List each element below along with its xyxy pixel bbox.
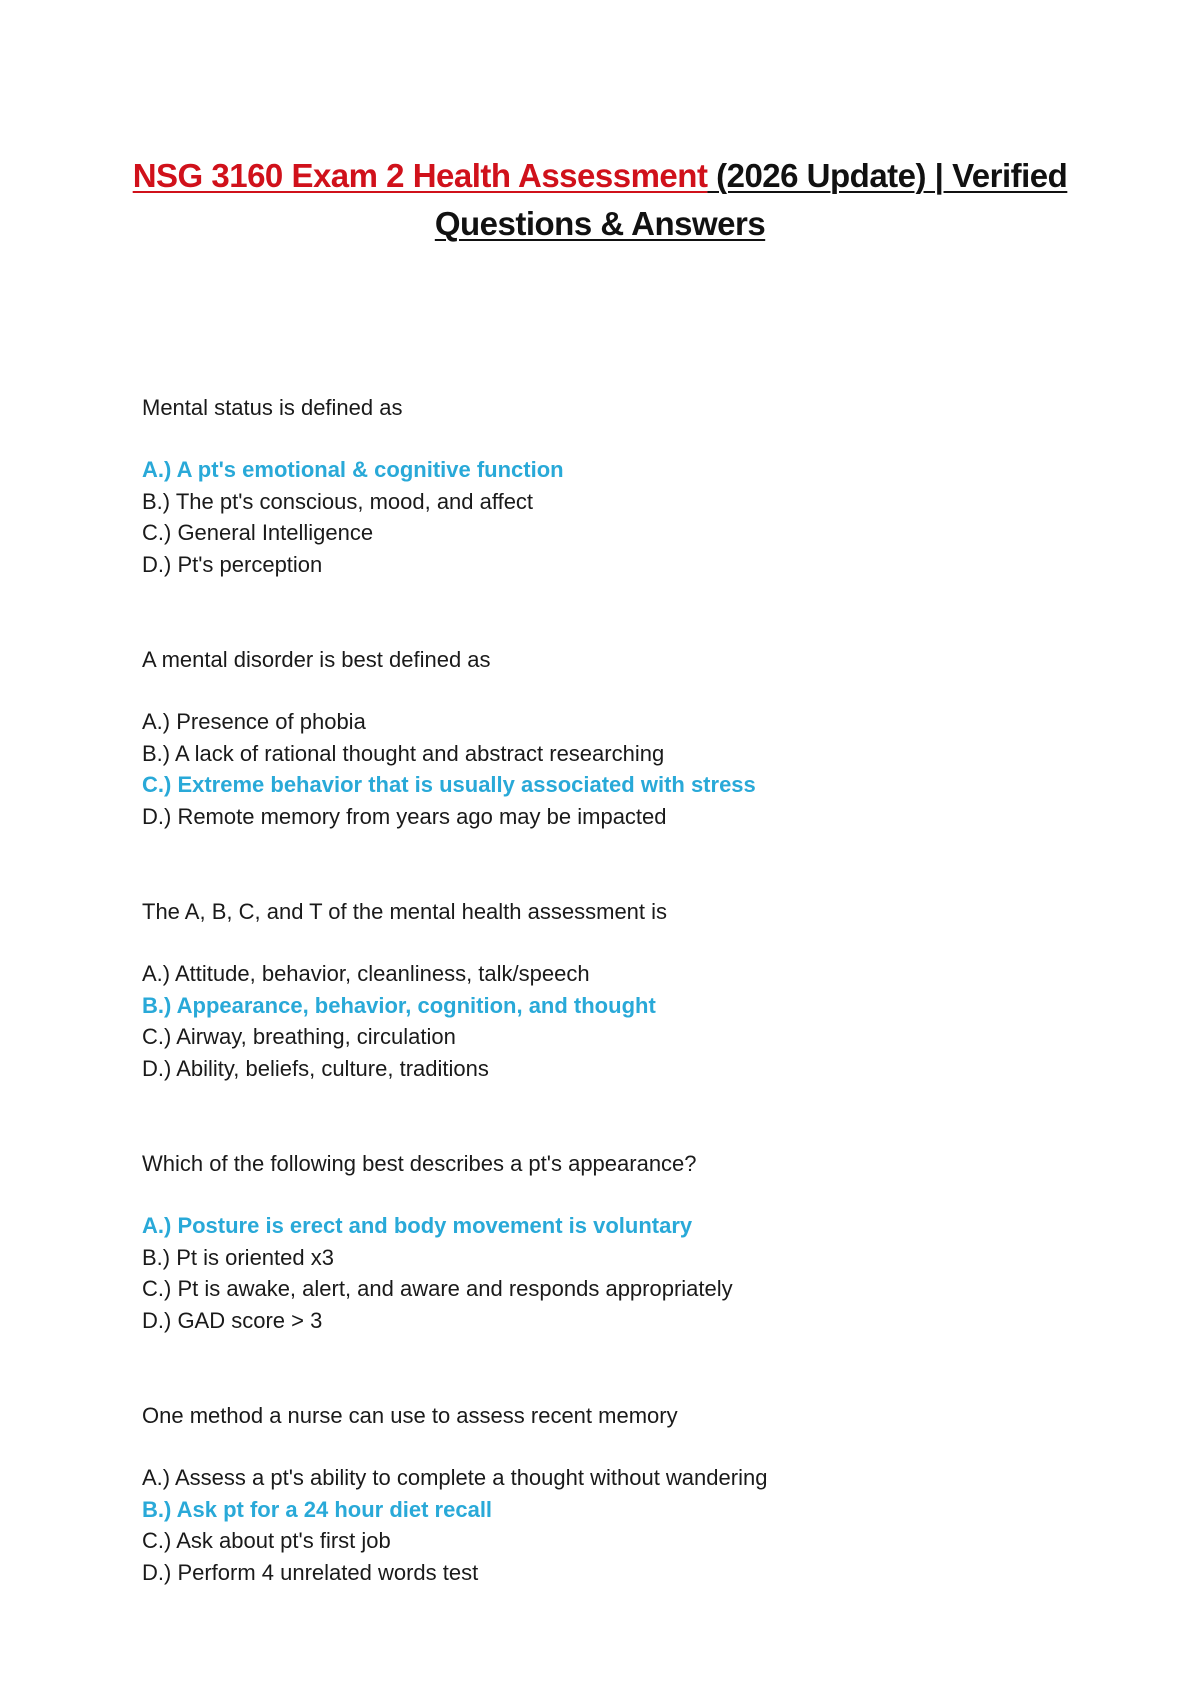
question-block <box>142 644 1102 896</box>
option-a-correct: A.) A pt's emotional & cognitive function <box>142 457 564 482</box>
question-block <box>142 1400 1102 1652</box>
option-d: D.) Perform 4 unrelated words test <box>142 1559 479 1585</box>
question-text: A mental disorder is best defined as <box>142 647 491 672</box>
option-b-correct: B.) Ask pt for a 24 hour diet recall <box>142 1496 493 1522</box>
option-d: D.) GAD score > 3 <box>142 1307 323 1333</box>
title-course-name: NSG 3160 Exam 2 Health Assessment <box>132 157 708 194</box>
option-c-correct: C.) Extreme behavior that is usually associated with stress <box>142 772 756 797</box>
title-subtitle: (2026 Update) | Verified Questions & Answers <box>434 157 1068 242</box>
option-a: A.) Assess a pt's ability to complete a thought without wandering <box>142 1465 768 1490</box>
question-block <box>142 392 1102 644</box>
question-text: Mental status is defined as <box>142 395 403 420</box>
question-list <box>142 392 1102 1652</box>
option-c: C.) Ask about pt's first job <box>142 1528 391 1553</box>
question-block <box>142 1148 1102 1400</box>
question-text: Which of the following best describes a pt's appearance? <box>142 1151 697 1176</box>
question-block <box>142 896 1102 1148</box>
option-a-correct: A.) Posture is erect and body movement is voluntary <box>142 1213 693 1238</box>
option-b: B.) The pt's conscious, mood, and affect <box>142 488 534 514</box>
option-a: A.) Attitude, behavior, cleanliness, talk/speech <box>142 961 590 986</box>
option-b: B.) Pt is oriented x3 <box>142 1244 334 1270</box>
option-d: D.) Remote memory from years ago may be impacted <box>142 803 667 829</box>
option-b: B.) A lack of rational thought and abstract researching <box>142 740 665 766</box>
option-c: C.) General Intelligence <box>142 520 374 545</box>
document-title <box>100 152 1100 248</box>
option-a: A.) Presence of phobia <box>142 709 366 734</box>
option-d: D.) Pt's perception <box>142 551 323 577</box>
option-b-correct: B.) Appearance, behavior, cognition, and thought <box>142 992 656 1018</box>
option-d: D.) Ability, beliefs, culture, traditions <box>142 1055 489 1081</box>
question-text: The A, B, C, and T of the mental health assessment is <box>142 899 668 924</box>
option-c: C.) Pt is awake, alert, and aware and responds appropriately <box>142 1276 733 1301</box>
question-text: One method a nurse can use to assess recent memory <box>142 1403 678 1428</box>
option-c: C.) Airway, breathing, circulation <box>142 1024 456 1049</box>
